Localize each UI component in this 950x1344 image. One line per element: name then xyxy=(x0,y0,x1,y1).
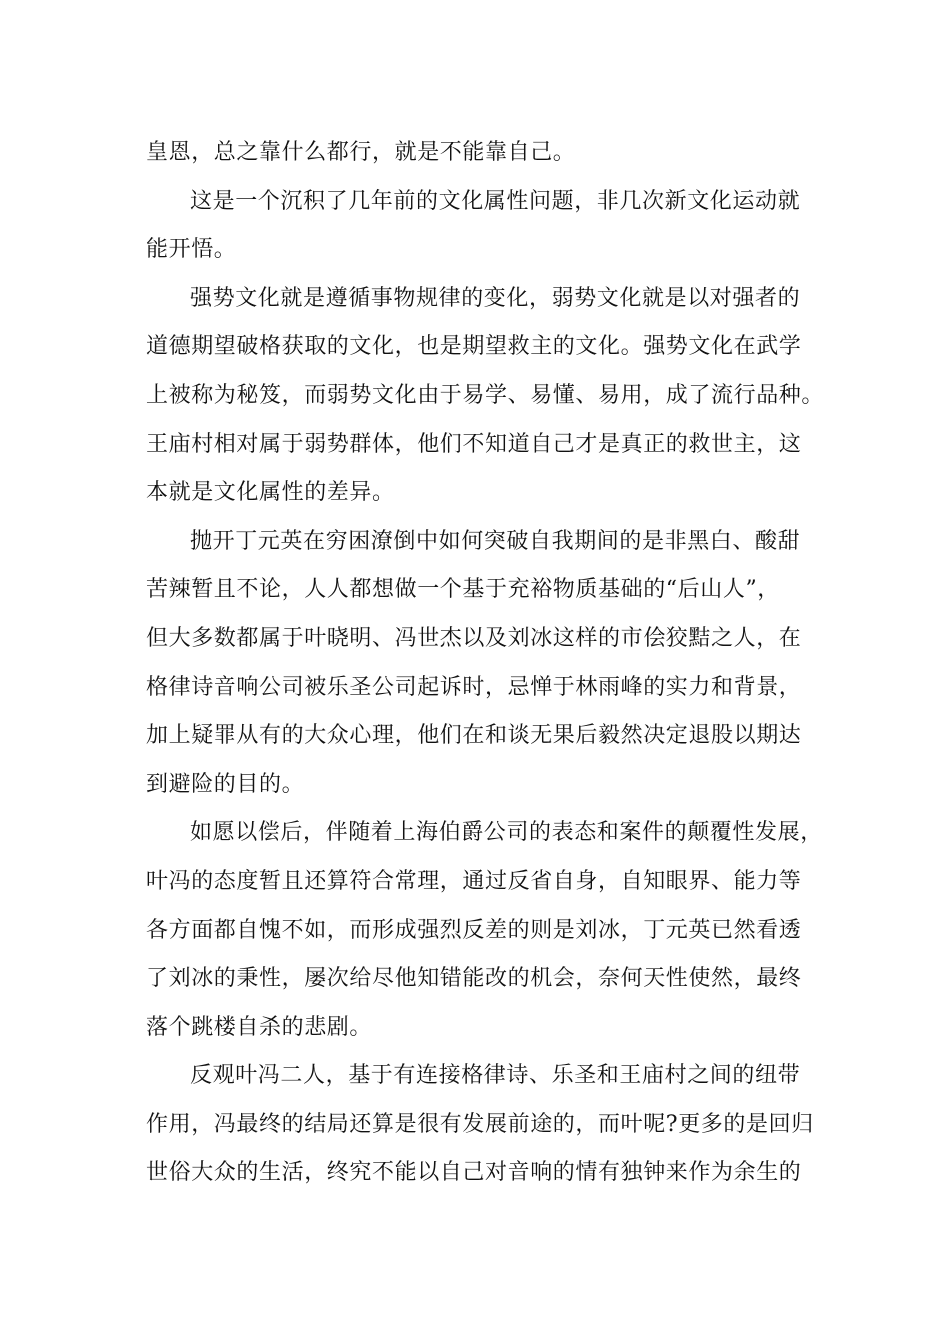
text-line: 王庙村相对属于弱势群体，他们不知道自己才是真正的救世主，这 xyxy=(146,431,802,457)
text-line: 上被称为秘笈，而弱势文化由于易学、易懂、易用，成了流行品种。 xyxy=(146,382,825,408)
body-text xyxy=(146,129,825,1198)
text-line: 叶冯的态度暂且还算符合常理，通过反省自身，自知眼界、能力等 xyxy=(146,868,802,894)
text-line: 格律诗音响公司被乐圣公司起诉时，忌惮于林雨峰的实力和背景， xyxy=(146,674,802,700)
text-line: 到避险的目的。 xyxy=(146,771,305,797)
text-line: 抛开丁元英在穷困潦倒中如何突破自我期间的是非黑白、酸甜 xyxy=(190,528,801,554)
text-line: 了刘冰的秉性，屡次给尽他知错能改的机会，奈何天性使然，最终 xyxy=(146,966,802,992)
text-line: 但大多数都属于叶晓明、冯世杰以及刘冰这样的市侩狡黠之人，在 xyxy=(146,625,802,651)
text-line: 能开悟。 xyxy=(146,237,237,263)
text-line: 作用，冯最终的结局还算是很有发展前途的，而叶呢?更多的是回归 xyxy=(146,1111,814,1137)
text-line: 反观叶冯二人，基于有连接格律诗、乐圣和王庙村之间的纽带 xyxy=(190,1063,801,1089)
text-line: 世俗大众的生活，终究不能以自己对音响的情有独钟来作为余生的 xyxy=(146,1160,802,1186)
text-line: 苦辣暂且不论，人人都想做一个基于充裕物质基础的“后山人”， xyxy=(146,577,780,603)
text-line: 本就是文化属性的差异。 xyxy=(146,480,395,506)
text-line: 强势文化就是遵循事物规律的变化，弱势文化就是以对强者的 xyxy=(190,285,801,311)
text-line: 道德期望破格获取的文化，也是期望救主的文化。强势文化在武学 xyxy=(146,334,802,360)
text-line: 这是一个沉积了几年前的文化属性问题，非几次新文化运动就 xyxy=(190,188,801,214)
text-line: 落个跳楼自杀的悲剧。 xyxy=(146,1014,373,1040)
text-line: 皇恩，总之靠什么都行，就是不能靠自己。 xyxy=(146,140,576,165)
text-line: 如愿以偿后，伴随着上海伯爵公司的表态和案件的颠覆性发展， xyxy=(190,820,823,846)
text-line: 加上疑罪从有的大众心理，他们在和谈无果后毅然决定退股以期达 xyxy=(146,723,802,749)
text-line: 各方面都自愧不如，而形成强烈反差的则是刘冰，丁元英已然看透 xyxy=(146,917,802,943)
